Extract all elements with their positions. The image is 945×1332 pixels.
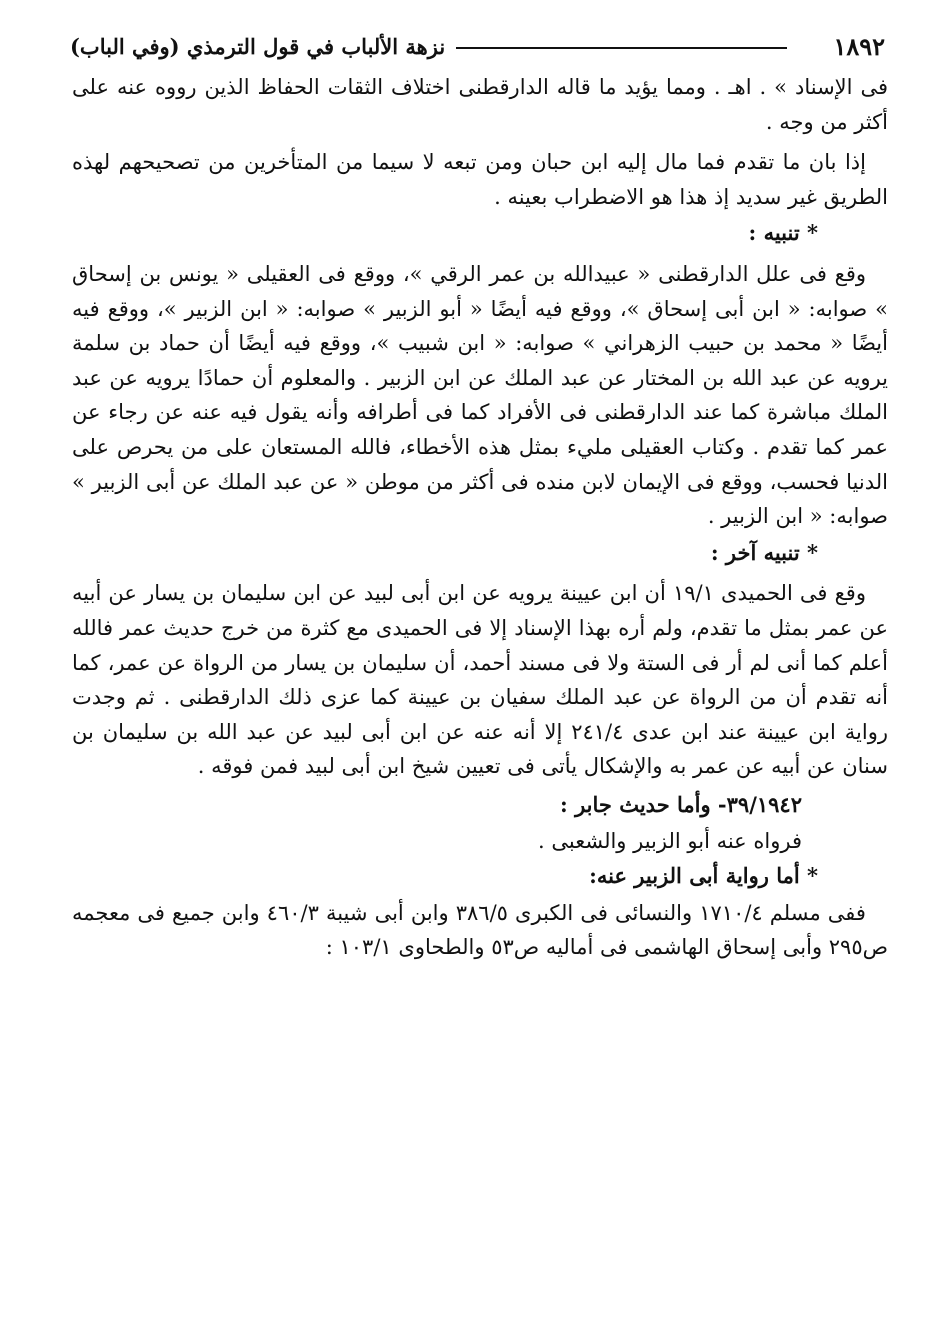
- header-rule: [456, 47, 787, 49]
- paragraph-conclusion: إذا بان ما تقدم فما مال إليه ابن حبان ومن تبعه لا سيما من المتأخرين من تصحيحهم لهذه الطريق غير سديد إذ هذا هو الاضطراب بعينه .: [72, 150, 888, 209]
- running-title: نزهة الألباب في قول الترمذي (وفي الباب): [70, 34, 446, 59]
- paragraph-continuation: فى الإسناد » . اهـ . ومما يؤيد ما قاله الدارقطنى اختلاف الثقات الحفاظ الذين رووه عنه على أكثر من وجه .: [72, 75, 888, 134]
- paragraph-note-body: وقع فى علل الدارقطنى « عبيدالله بن عمر الرقي »، ووقع فى العقيلى « يونس بن إسحاق » صوابه: « ابن أبى إسحاق »، ووقع فيه أيضًا « أبو الزبير » صوابه: « ابن الزبير »، ووقع فيه أيضًا « محمد بن حبيب الزهراني » صوابه: « ابن شبيب »، ووقع فيه أيضًا أن حماد بن سلمة يرويه عن عبد الله بن المختار عن عبد الملك عن ابن الزبير . والمعلوم أن حمادًا يرويه عن عبد الملك مباشرة كما عند الدارقطنى فى الأفراد كما فى أطرافه وأنه يقول فيه عنه عن رجاء عن عمر كما تقدم . وكتاب العقيلى مليء بمثل هذه الأخطاء، فالله المستعان على من يحرص على الدنيا فحسب، ووقع فى الإيمان لابن منده فى أكثر من موطن « عن عبد الملك عن أبى الزبير » صوابه: « ابن الزبير .: [72, 261, 888, 529]
- heading-abu-zubayr: * أما رواية أبى الزبير عنه:: [589, 863, 818, 889]
- paragraph-sources: ففى مسلم ١٧١٠/٤ والنسائى فى الكبرى ٣٨٦/٥ وابن أبى شيبة ٤٦٠/٣ وابن جميع فى معجمه ص٢٩٥ وأبى إسحاق الهاشمى فى أماليه ص٥٣ والطحاوى ١٠٣/١ :: [72, 900, 888, 960]
- heading-hadith-jabir: ٣٩/١٩٤٢- وأما حديث جابر :: [560, 791, 802, 817]
- paragraph-another-note-body: وقع فى الحميدى ١٩/١ أن ابن عيينة يرويه عن ابن أبى لبيد عن ابن سليمان بن يسار عن أبيه عن عمر بمثل ما تقدم، ولم أره بهذا الإسناد إلا فى الحميدى مع كثرة من خرج حديث عمر فالله أعلم كما أنى لم أر فى الستة ولا فى مسند أحمد، أن سليمان بن يسار من الرواة عن عمر، كما أنه تقدم أن من الرواة عن عبد الملك سفيان بن عيينة كما عزى ذلك الدارقطنى . ثم وجدت رواية ابن عيينة عند ابن عدى ٢٤١/٤ إلا أنه عنه عن ابن أبى لبيد عن عبد الله بن سليمان بن سنان عن أبيه عن عمر به والإشكال يأتى فى تعيين شيخ ابن أبى لبيد فمن فوقه .: [72, 581, 888, 779]
- heading-note: * تنبيه :: [748, 220, 818, 246]
- page-number: ١٨٩٢: [833, 32, 885, 61]
- paragraph-narrators: فرواه عنه أبو الزبير والشعبى .: [538, 829, 802, 854]
- page-body: [72, 70, 888, 965]
- heading-another-note: * تنبيه آخر :: [710, 539, 818, 565]
- page-header: [70, 30, 885, 64]
